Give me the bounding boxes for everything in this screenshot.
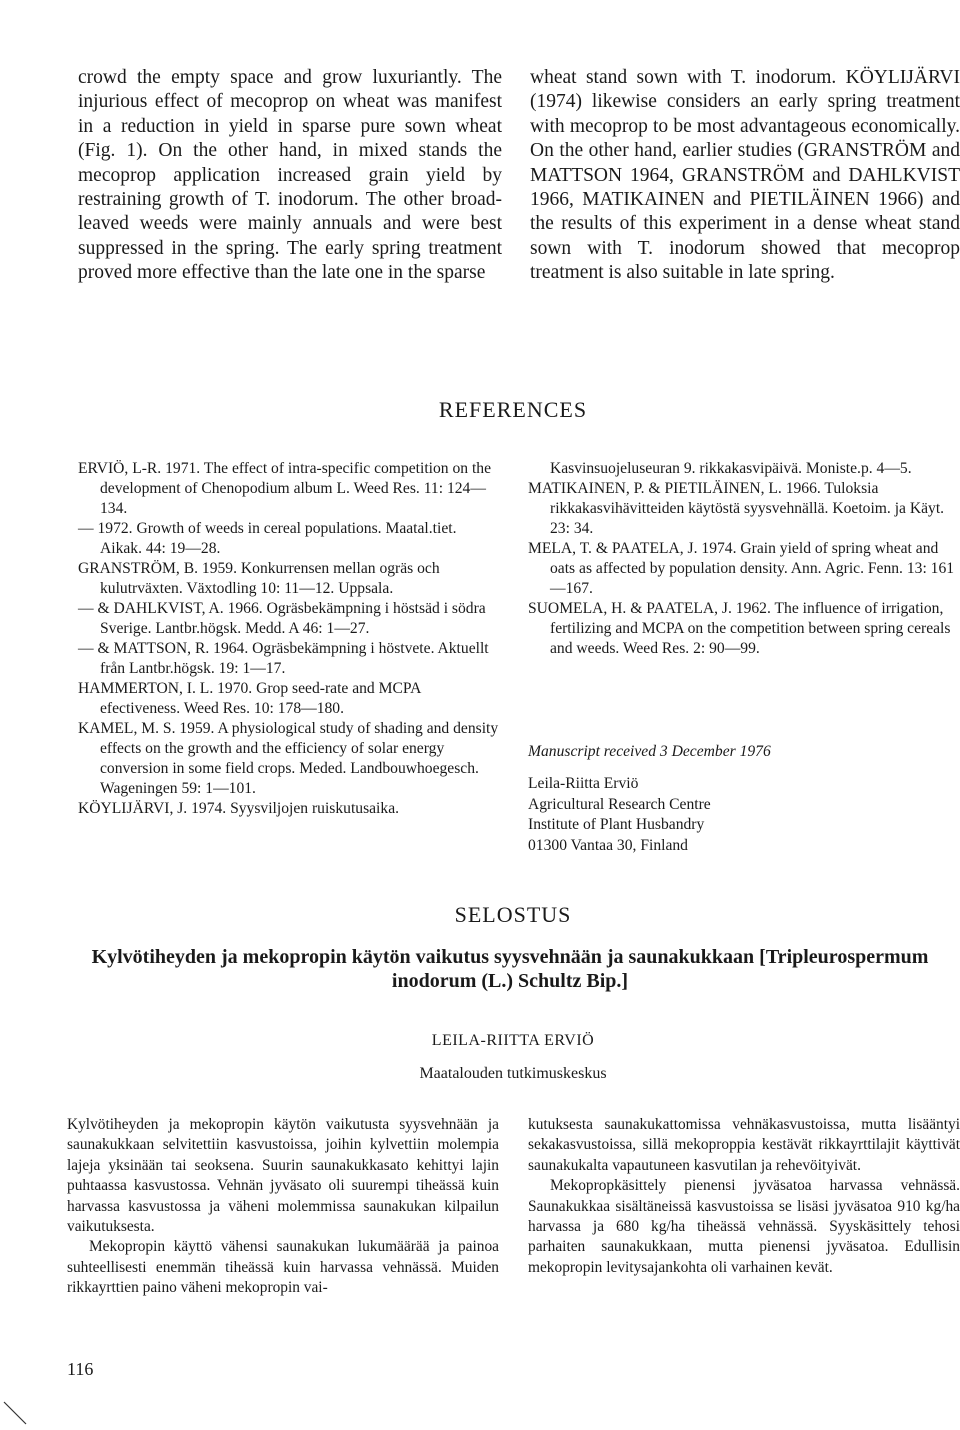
finnish-summary-right-column [528, 1115, 960, 1278]
reference-entry: — & DAHLKVIST, A. 1966. Ogräsbekämpning i höstsäd i södra Sverige. Lantbr.högsk. Medd. A 46: 1—27. [78, 600, 486, 637]
references-right-column [528, 459, 960, 659]
reference-entry: — 1972. Growth of weeds in cereal populations. Maatal.tiet. Aikak. 44: 19—28. [78, 520, 457, 557]
reference-entry: — & MATTSON, R. 1964. Ogräsbekämpning i höstvete. Aktuellt från Lantbr.högsk. 19: 1—17. [78, 640, 489, 677]
author-institution: Agricultural Research Centre [528, 795, 711, 813]
intro-left-column [78, 66, 502, 286]
summary-paragraph: kutuksesta saunakukattomissa vehnäkasvustoissa, mutta lisääntyi sekakasvustoissa, sillä mekoproppia kestävät rikkayrttilajit käyttivät saunakukalta vapautuneen kasvutilan ja rehevöityivät. [528, 1116, 960, 1174]
finnish-summary-left-column [67, 1115, 499, 1299]
finnish-author: LEILA-RIITTA ERVIÖ [431, 1032, 595, 1049]
references-left-column [78, 459, 500, 819]
references-heading: REFERENCES [438, 397, 588, 422]
reference-entry: ERVIÖ, L-R. 1971. The effect of intra-specific competition on the development of Chenopodium album L. Weed Res. 11: 124—134. [78, 460, 492, 517]
reference-entry: KAMEL, M. S. 1959. A physiological study of shading and density effects on the growth and the efficiency of solar energy conversion in some field crops. Meded. Landbouwhoegesch. Wageningen 59: 1—101. [78, 720, 499, 797]
reference-entry: GRANSTRÖM, B. 1959. Konkurrensen mellan ogräs och kulutrväxten. Växtodling 10: 11—12. Uppsala. [78, 560, 440, 597]
scan-corner-mark [0, 1398, 30, 1428]
reference-entry: MELA, T. & PAATELA, J. 1974. Grain yield of spring wheat and oats as affected by population density. Ann. Agric. Fenn. 13: 161—167. [528, 540, 955, 597]
page-number: 116 [67, 1359, 94, 1379]
finnish-affiliation: Maatalouden tutkimuskeskus [419, 1065, 607, 1082]
reference-entry: HAMMERTON, I. L. 1970. Grop seed-rate and MCPA efectiveness. Weed Res. 10: 178—180. [78, 680, 421, 717]
intro-right-column [530, 66, 960, 286]
reference-entry: MATIKAINEN, P. & PIETILÄINEN, L. 1966. Tuloksia rikkakasvihävitteiden käytöstä syysvehnällä. Koetoim. ja Käyt. 23: 34. [528, 480, 945, 537]
intro-left-paragraph: crowd the empty space and grow luxuriantly. The injurious effect of mecoprop on wheat was manifest in a reduction in yield in sparse pure sown wheat (Fig. 1). On the other hand, in mixed stands the mecoprop application increased grain yield by restraining growth of T. inodorum. The other broad-leaved weeds were mainly annuals and were best suppressed in the spring. The early spring treatment proved more effective than the late one in the sparse [78, 67, 502, 284]
author-department: Institute of Plant Husbandry [528, 816, 705, 833]
author-address-block [528, 774, 711, 856]
summary-paragraph: Mekopropkäsittely pienensi jyväsatoa harvassa vehnässä. Saunakukkaa sisältäneissä kasvustoissa se lisäsi jyväsatoa 910 kg/ha harvassa ja 680 kg/ha tiheässä vehnässä. Syyskäsittely tehosi parhaiten saunakukkaan, mutta pienensi jyväsatoa. Edullisin mekopropin levitysajankohta oli varhainen kevät. [528, 1177, 960, 1276]
selostus-heading: SELOSTUS [454, 902, 572, 927]
summary-paragraph: Kylvötiheyden ja mekopropin käytön vaikutusta syysvehnään ja saunakukkaan selvitettiin kasvustoissa, joihin kylvettiin molempia lajeja yksinään tai seoksena. Suurin saunakukkasato kehittyi lajin puhtaassa kasvustossa. Vehnän jyväsato oli suurempi tiheässä kuin harvassa kasvustossa ja väheni molemmissa saunakukan kilpailun vaikutuksesta. [67, 1116, 499, 1236]
summary-paragraph: Mekopropin käyttö vähensi saunakukan lukumäärää ja painoa suhteellisesti enemmän tiheässä kuin harvassa vehnässä. Muiden rikkayrttien paino väheni mekopropin vai- [67, 1238, 499, 1297]
author-address: 01300 Vantaa 30, Finland [528, 836, 688, 854]
intro-right-paragraph: wheat stand sown with T. inodorum. KÖYLIJÄRVI (1974) likewise considers an early spring treatment with mecoprop to be most advantageous economically. On the other hand, earlier studies (GRANSTRÖM and MATTSON 1964, GRANSTRÖM and DAHLKVIST 1966, MATIKAINEN and PIETILÄINEN 1966) and the results of this experiment in a dense wheat stand sown with T. inodorum showed that mecoprop treatment is also suitable in late spring. [530, 67, 960, 284]
reference-entry: SUOMELA, H. & PAATELA, J. 1962. The influence of irrigation, fertilizing and MCPA on the competition between spring cereals and weeds. Weed Res. 2: 90—99. [528, 600, 951, 657]
reference-continuation: Kasvinsuojeluseuran 9. rikkakasvipäivä. Moniste.p. 4—5. [550, 460, 912, 477]
manuscript-received: Manuscript received 3 December 1976 [528, 743, 771, 760]
reference-entry: KÖYLIJÄRVI, J. 1974. Syysviljojen ruiskutusaika. [78, 800, 400, 817]
author-name: Leila-Riitta Erviö [528, 775, 639, 792]
finnish-title: Kylvötiheyden ja mekopropin käytön vaikutus syysvehnään ja saunakukkaan [Tripleurospermum inodorum (L.) Schultz Bip.] [91, 946, 929, 992]
